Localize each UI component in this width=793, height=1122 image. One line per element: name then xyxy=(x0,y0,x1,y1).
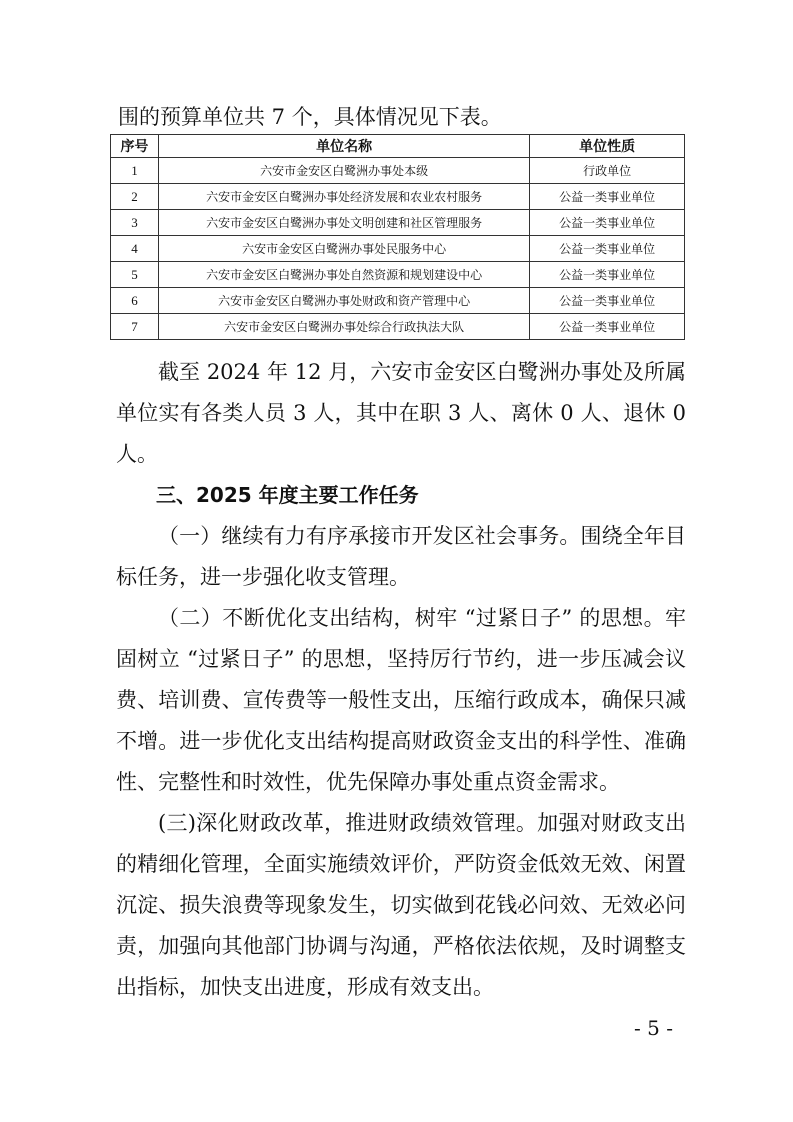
row-unit-name: 六安市金安区白鹭洲办事处文明创建和社区管理服务 xyxy=(158,210,529,236)
table-row xyxy=(111,314,685,340)
section-heading: 三、2025 年度主要工作任务 xyxy=(156,483,419,507)
header-unit-name: 单位名称 xyxy=(158,135,529,158)
table-row xyxy=(111,184,685,210)
page-number: - 5 - xyxy=(634,1016,673,1040)
header-serial: 序号 xyxy=(111,135,159,158)
row-unit-type: 公益一类事业单位 xyxy=(530,236,685,262)
row-unit-name: 六安市金安区白鹭洲办事处民服务中心 xyxy=(158,236,529,262)
task-paragraph-1: （一）继续有力有序承接市开发区社会事务。围绕全年目标任务，进一步强化收支管理。 xyxy=(116,524,686,589)
task-paragraph-3: (三)深化财政改革，推进财政绩效管理。加强对财政支出的精细化管理，全面实施绩效评价，严防资金低效无效、闲置沉淀、损失浪费等现象发生，切实做到花钱必问效、无效必问责，加强向其他部门协调与沟通，严格依法依规，及时调整支出指标，加快支出进度，形成有效支出。 xyxy=(116,811,686,999)
table-row xyxy=(111,288,685,314)
task-paragraph-2: （二）不断优化支出结构，树牢 “过紧日子” 的思想。牢固树立 “过紧日子” 的思想，坚持厉行节约，进一步压减会议费、培训费、宣传费等一般性支出，压缩行政成本，确保只减不增。进一步优化支出结构提高财政资金支出的科学性、准确性、完整性和时效性，优先保障办事处重点资金需求。 xyxy=(116,606,686,794)
row-serial: 7 xyxy=(111,314,159,340)
row-serial: 4 xyxy=(111,236,159,262)
table-row xyxy=(111,158,685,184)
row-unit-type: 行政单位 xyxy=(530,158,685,184)
row-unit-type: 公益一类事业单位 xyxy=(530,288,685,314)
staff-paragraph: 截至 2024 年 12 月，六安市金安区白鹭洲办事处及所属单位实有各类人员 3 人，其中在职 3 人、离休 0 人、退休 0 人。 xyxy=(116,360,686,466)
row-unit-name: 六安市金安区白鹭洲办事处自然资源和规划建设中心 xyxy=(158,262,529,288)
row-serial: 2 xyxy=(111,184,159,210)
table-row xyxy=(111,210,685,236)
row-unit-name: 六安市金安区白鹭洲办事处本级 xyxy=(158,158,529,184)
body-text xyxy=(116,352,686,1008)
table-header-row xyxy=(111,135,685,158)
table-row xyxy=(111,262,685,288)
row-unit-type: 公益一类事业单位 xyxy=(530,314,685,340)
row-serial: 5 xyxy=(111,262,159,288)
row-serial: 6 xyxy=(111,288,159,314)
row-unit-type: 公益一类事业单位 xyxy=(530,210,685,236)
row-unit-name: 六安市金安区白鹭洲办事处财政和资产管理中心 xyxy=(158,288,529,314)
lead-sentence: 围的预算单位共 7 个，具体情况见下表。 xyxy=(118,105,502,129)
row-unit-type: 公益一类事业单位 xyxy=(530,184,685,210)
row-unit-name: 六安市金安区白鹭洲办事处综合行政执法大队 xyxy=(158,314,529,340)
table-row xyxy=(111,236,685,262)
row-serial: 1 xyxy=(111,158,159,184)
header-unit-type: 单位性质 xyxy=(530,135,685,158)
row-serial: 3 xyxy=(111,210,159,236)
budget-units-table xyxy=(110,134,685,340)
row-unit-type: 公益一类事业单位 xyxy=(530,262,685,288)
row-unit-name: 六安市金安区白鹭洲办事处经济发展和农业农村服务 xyxy=(158,184,529,210)
